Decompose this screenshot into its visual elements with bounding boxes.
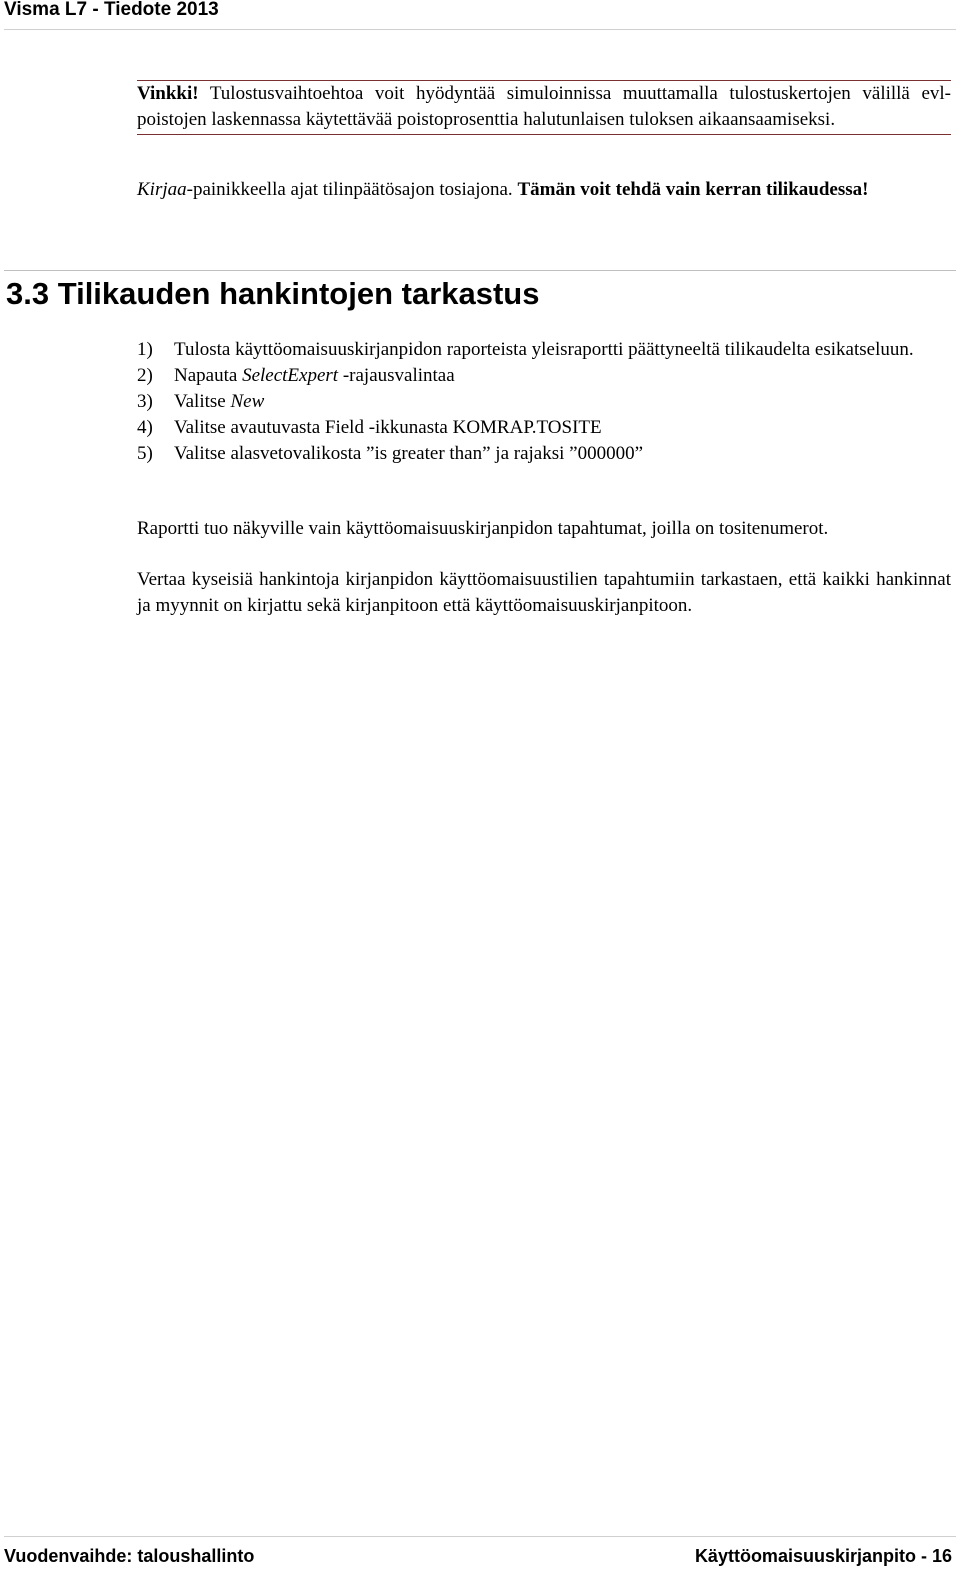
list-item: [137, 415, 951, 441]
list-item: [137, 363, 951, 389]
report-result-paragraph: Raportti tuo näkyville vain käyttöomaisuuskirjanpidon tapahtumat, joilla on tositenumerot.: [137, 518, 829, 539]
page-header-title: Visma L7 - Tiedote 2013: [4, 0, 219, 20]
tip-label: Vinkki!: [137, 83, 199, 104]
step-text: [174, 363, 951, 389]
step-number: 2): [137, 365, 153, 386]
step-text: Valitse alasvetovalikosta ”is greater than” ja rajaksi ”000000”: [174, 443, 644, 464]
compare-paragraph: Vertaa kyseisiä hankintoja kirjanpidon käyttöomaisuustilien tapahtumiin tarkastaen, että kaikki hankinnat ja myynnit on kirjattu sekä kirjanpitoon että käyttöomaisuuskirjanpitoon.: [137, 569, 951, 616]
tip-box: [137, 80, 951, 135]
step-text-emphasis: SelectExpert: [242, 365, 339, 386]
kirjaa-button-name: Kirjaa: [137, 179, 187, 200]
step-text: Valitse avautuvasta Field -ikkunasta KOMRAP.TOSITE: [174, 417, 602, 438]
list-item: [137, 441, 951, 467]
tip-text: Tulostusvaihtoehtoa voit hyödyntää simuloinnissa muuttamalla tulostuskertojen välillä evl-poistojen laskennassa käytettävää poistoprosenttia halutunlaisen tuloksen aikaansaamiseksi.: [137, 83, 951, 130]
step-number: 4): [137, 417, 153, 438]
step-text-after: -rajausvalintaa: [338, 365, 455, 386]
step-text-emphasis: New: [230, 391, 265, 412]
step-text: [174, 389, 951, 415]
footer-left-text: Vuodenvaihde: taloushallinto: [4, 1546, 255, 1566]
list-item: [137, 389, 951, 415]
section-divider: [4, 270, 956, 271]
kirjaa-warning: Tämän voit tehdä vain kerran tilikaudessa!: [517, 179, 869, 200]
step-text-before: Napauta: [174, 365, 243, 386]
kirjaa-text: -painikkeella ajat tilinpäätösajon tosiajona.: [186, 179, 518, 200]
list-item: [137, 337, 951, 363]
step-number: 3): [137, 391, 153, 412]
footer-divider: [4, 1536, 956, 1537]
step-number: 5): [137, 443, 153, 464]
step-number: 1): [137, 339, 153, 360]
steps-list: [137, 337, 951, 467]
step-text-before: Valitse: [174, 391, 231, 412]
tip-paragraph: [137, 81, 951, 133]
kirjaa-paragraph: [137, 177, 951, 203]
footer-right-text: Käyttöomaisuuskirjanpito - 16: [694, 1546, 952, 1566]
header-divider: [4, 29, 956, 30]
section-heading: 3.3 Tilikauden hankintojen tarkastus: [6, 276, 540, 311]
step-text: Tulosta käyttöomaisuuskirjanpidon raporteista yleisraportti päättyneeltä tilikaudelta esikatseluun.: [174, 339, 914, 360]
